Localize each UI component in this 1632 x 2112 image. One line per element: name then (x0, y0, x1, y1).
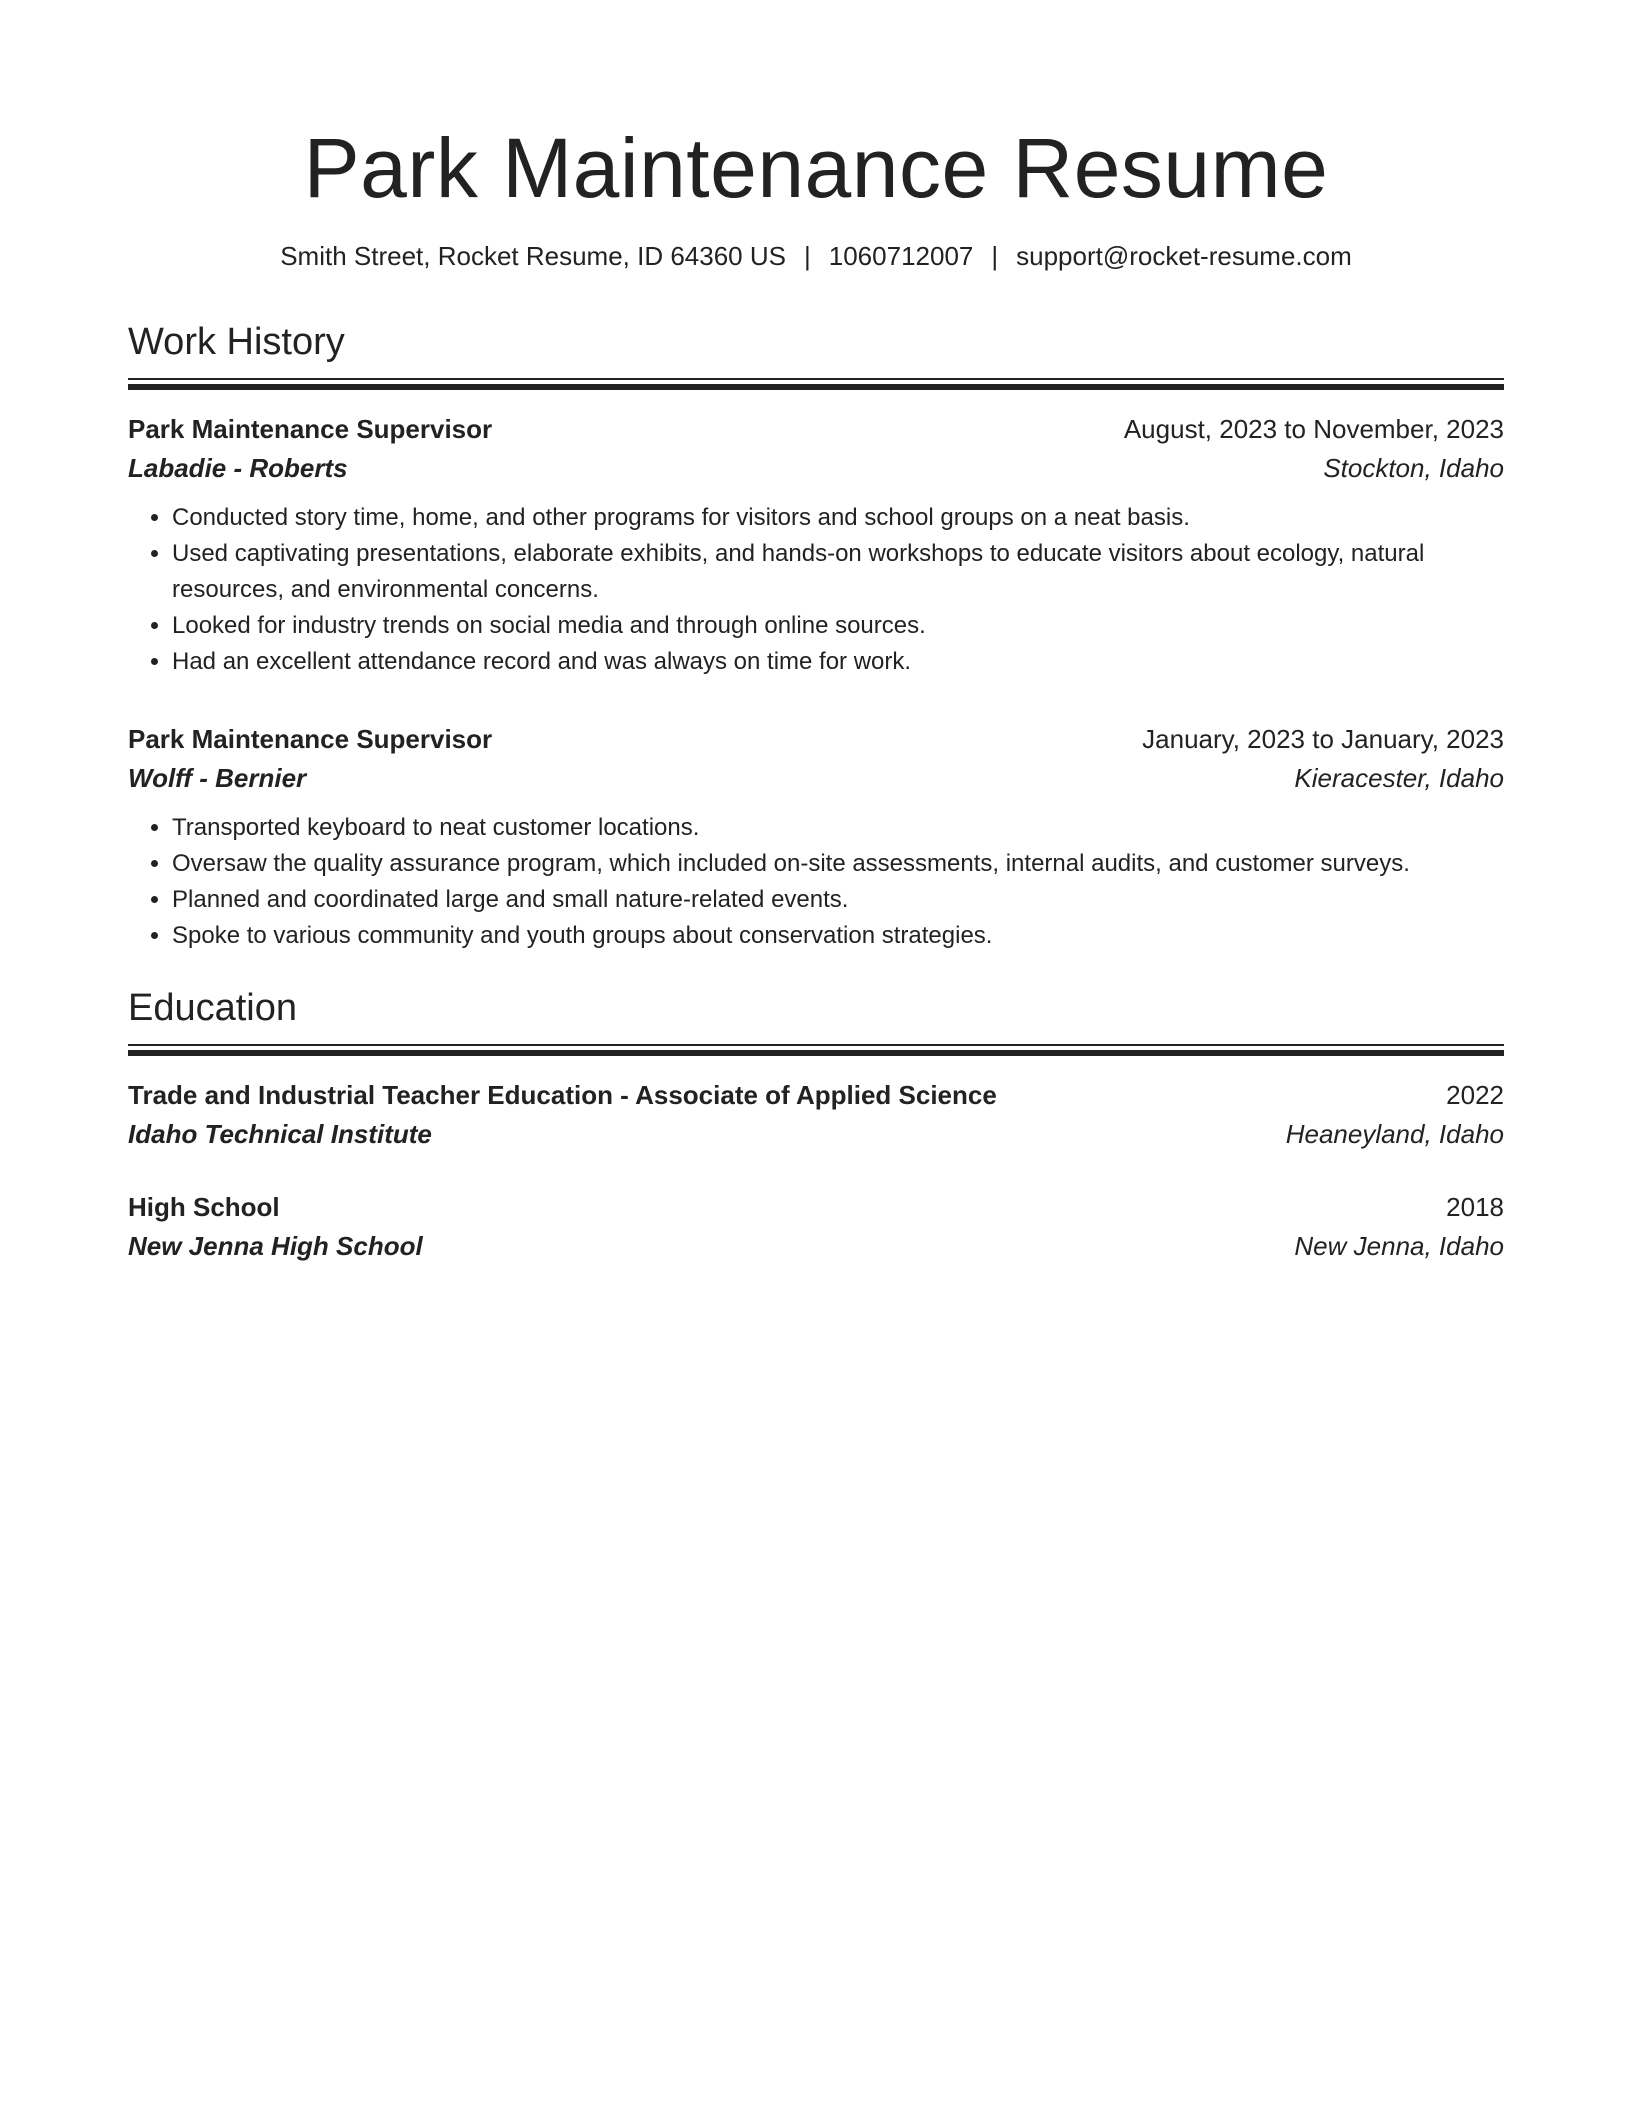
section-divider (128, 1044, 1504, 1056)
list-item: • Had an excellent attendance record and was always on time for work. (172, 644, 1504, 680)
resume-header (128, 0, 1504, 274)
education-section (128, 984, 1504, 1266)
job-title: Park Maintenance Supervisor (128, 414, 493, 444)
school-location: Heaneyland, Idaho (1285, 1119, 1504, 1149)
job-duties-list (128, 500, 1504, 680)
company-name: Wolff - Bernier (128, 763, 307, 793)
graduation-year: 2018 (1446, 1192, 1504, 1222)
section-title-work-history: Work History (128, 321, 345, 363)
job-dates: August, 2023 to November, 2023 (1123, 414, 1504, 444)
list-item: • Looked for industry trends on social media and through online sources. (172, 608, 1504, 644)
work-entry (128, 410, 1504, 680)
work-history-section (128, 318, 1504, 954)
contact-line (128, 238, 1504, 274)
contact-email[interactable]: support@rocket-resume.com (1016, 241, 1352, 271)
section-divider (128, 378, 1504, 390)
company-name: Labadie - Roberts (128, 453, 348, 483)
section-title-education: Education (128, 987, 298, 1029)
contact-phone: 1060712007 (828, 241, 974, 271)
school-name: Idaho Technical Institute (128, 1119, 432, 1149)
list-item: • Spoke to various community and youth groups about conservation strategies. (172, 918, 1504, 954)
resume-page (128, 0, 1504, 1266)
list-item: • Transported keyboard to neat customer locations. (172, 810, 1504, 846)
list-item: • Oversaw the quality assurance program, which included on-site assessments, internal audits, and customer surveys. (172, 846, 1504, 882)
job-dates: January, 2023 to January, 2023 (1142, 724, 1504, 754)
school-location: New Jenna, Idaho (1294, 1231, 1504, 1261)
contact-address: Smith Street, Rocket Resume, ID 64360 US (280, 241, 786, 271)
degree-title: Trade and Industrial Teacher Education - Associate of Applied Science (128, 1080, 997, 1110)
school-name: New Jenna High School (128, 1231, 423, 1261)
job-location: Kieracester, Idaho (1294, 763, 1504, 793)
contact-separator: | (804, 241, 811, 271)
education-entry (128, 1076, 1504, 1154)
list-item: • Conducted story time, home, and other programs for visitors and school groups on a neat basis. (172, 500, 1504, 536)
degree-title: High School (128, 1192, 280, 1222)
job-location: Stockton, Idaho (1323, 453, 1504, 483)
contact-separator: | (991, 241, 999, 271)
work-entry (128, 720, 1504, 954)
education-entry (128, 1188, 1504, 1266)
graduation-year: 2022 (1446, 1080, 1504, 1110)
list-item: • Planned and coordinated large and small nature-related events. (172, 882, 1504, 918)
list-item: • Used captivating presentations, elaborate exhibits, and hands-on workshops to educate visitors about ecology, natural resources, and environmental concerns. (172, 536, 1504, 608)
page-title: Park Maintenance Resume (303, 121, 1329, 215)
job-title: Park Maintenance Supervisor (128, 724, 493, 754)
job-duties-list (128, 810, 1504, 954)
